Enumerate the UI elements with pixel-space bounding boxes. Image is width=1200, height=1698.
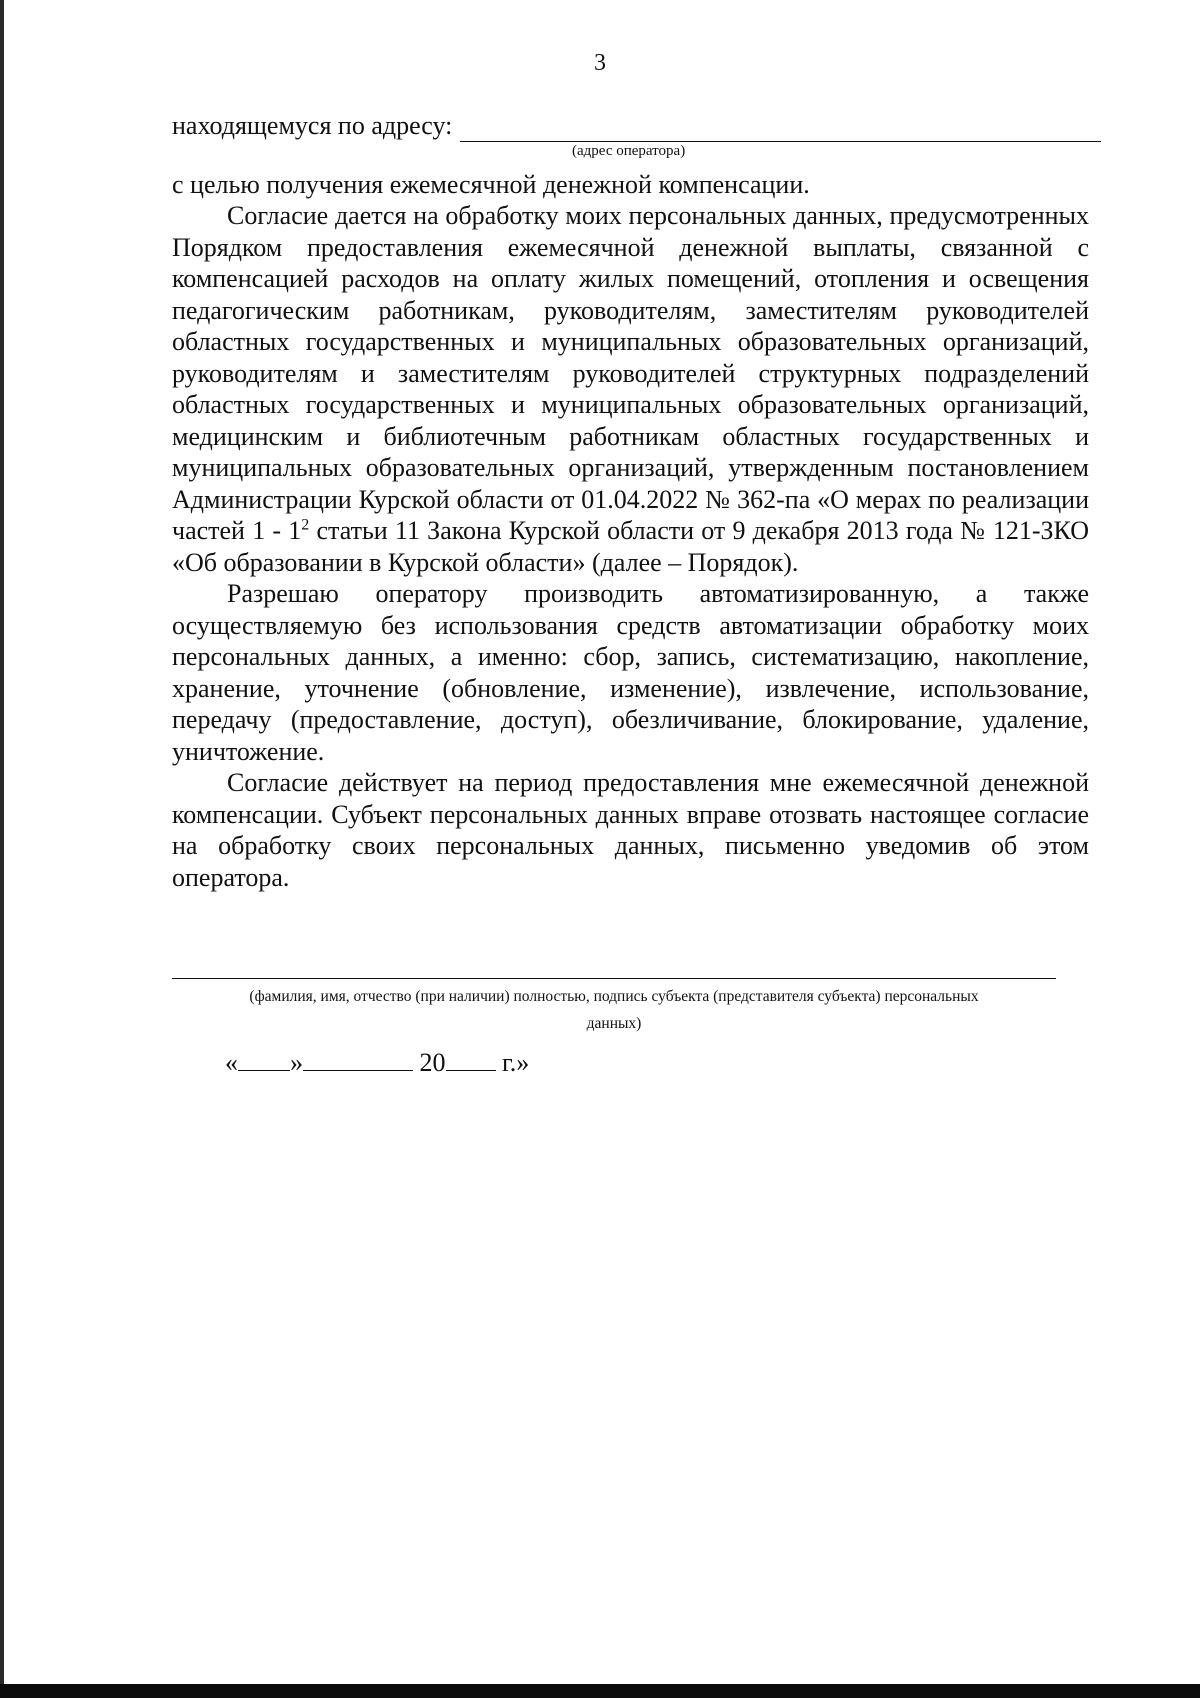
address-caption: (адрес оператора) (572, 142, 686, 159)
scan-left-edge (0, 0, 4, 1698)
year-prefix: 20 (419, 1048, 446, 1077)
date-line (225, 1048, 529, 1078)
paragraph-validity: Согласие действует на период предоставления мне ежемесячной денежной компенсации. Субъект персональных данных вправе отозвать настоящее согласие на обработку своих персональных данных, письменно уведомив об этом оператора. (172, 768, 1089, 892)
day-blank (238, 1048, 290, 1071)
date-close-quote: » (290, 1048, 303, 1077)
purpose-line: с целью получения ежемесячной денежной компенсации. (172, 169, 810, 199)
scan-bottom-edge (0, 1684, 1200, 1698)
year-blank (446, 1048, 496, 1071)
signature-caption-line2: данных) (586, 1015, 642, 1032)
paragraph-consent-text: Согласие дается на обработку моих персональных данных, предусмотренных Порядком предоставления ежемесячной денежной выплаты, связанной с компенсацией расходов на оплату жилых помещений, отопления и освещения педагогическим работникам, руководителям, заместителям руководителей областных государственных и муниципальных образовательных организаций, руководителям и заместителям руководителей структурных подразделений областных государственных и муниципальных образовательных организаций, медицинским и библиотечным работникам областных государственных и муниципальных образовательных организаций, утвержденным постановлением Администрации Курской области от 01.04.2022 № 362-па «О мерах по реализации частей 1 - 1 (172, 201, 1089, 545)
month-blank (303, 1048, 413, 1071)
document-body (172, 110, 1089, 893)
address-blank-field (460, 115, 1101, 142)
date-suffix: г.» (502, 1048, 530, 1077)
page-number: 3 (594, 50, 606, 76)
paragraph-consent (172, 200, 1089, 578)
address-line (172, 110, 1089, 142)
address-label: находящемуся по адресу: (172, 111, 453, 140)
signature-caption (172, 979, 1056, 1041)
superscript-mark: 2 (301, 516, 310, 534)
date-open-quote: « (225, 1048, 238, 1077)
signature-caption-line1: (фамилия, имя, отчество (при наличии) полностью, подпись субъекта (представителя субъекта) персональных (249, 988, 979, 1005)
paragraph-consent-text-end: статьи 11 Закона Курской области от 9 декабря 2013 года № 121-ЗКО «Об образовании в Курской области» (далее – Порядок). (172, 516, 1089, 577)
paragraph-permission: Разрешаю оператору производить автоматизированную, а также осуществляемую без использования средств автоматизации обработку моих персональных данных, а именно: сбор, запись, систематизацию, накопление, хранение, уточнение (обновление, изменение), извлечение, использование, передачу (предоставление, доступ), обезличивание, блокирование, удаление, уничтожение. (172, 579, 1089, 766)
signature-block (172, 978, 1056, 1041)
